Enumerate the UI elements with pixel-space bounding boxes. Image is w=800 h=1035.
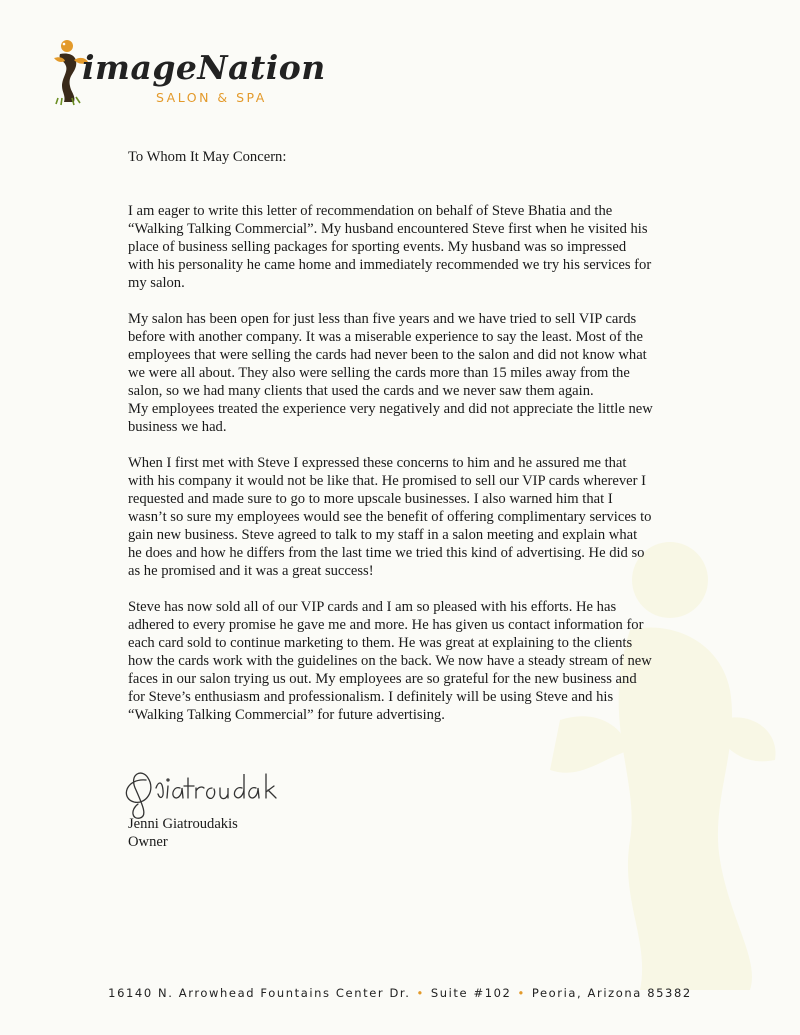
text-line: he does and how he differs from the last time we tried this kind of advertising. He did so	[128, 545, 645, 561]
footer-suite: Suite #102	[430, 986, 512, 1000]
text-line: employees that were selling the cards had never been to the salon and did not know what	[128, 347, 647, 363]
text-line: salon, so we had many clients that used the cards and we never saw them again.	[128, 383, 594, 399]
brand-name: imageNation	[82, 48, 326, 87]
brand-subtitle: SALON & SPA	[156, 90, 267, 105]
handwritten-signature	[116, 760, 326, 820]
footer-city: Peoria, Arizona 85382	[531, 986, 692, 1000]
separator-dot-icon: •	[416, 986, 425, 1000]
text-line: “Walking Talking Commercial”. My husband encountered Steve first when he visited his	[128, 221, 648, 237]
text-line: each card sold to continue marketing to them. He was great at explaining to the clients	[128, 635, 633, 651]
text-line: “Walking Talking Commercial” for future advertising.	[128, 707, 445, 723]
text-line: with his personality he came home and immediately recommended we try his services for	[128, 257, 652, 273]
paragraph-3	[128, 454, 728, 580]
brand-logo	[52, 38, 352, 118]
paragraph-4	[128, 598, 728, 724]
footer-address	[0, 986, 800, 1000]
paragraph-2	[128, 310, 728, 436]
text-line: my salon.	[128, 275, 185, 291]
text-line: Steve has now sold all of our VIP cards and I am so pleased with his efforts. He has	[128, 599, 617, 615]
text-line: how the cards work with the guidelines on the back. We now have a steady stream of new	[128, 653, 652, 669]
text-line: When I first met with Steve I expressed these concerns to him and he assured me that	[128, 455, 627, 471]
text-line: with his company it would not be like that. He promised to sell our VIP cards wherever I	[128, 473, 646, 489]
text-line: gain new business. Steve agreed to talk to my staff in a salon meeting and explain what	[128, 527, 638, 543]
salutation: To Whom It May Concern:	[128, 149, 287, 165]
text-line: for Steve’s enthusiasm and professionalism. I definitely will be using Steve and his	[128, 689, 614, 705]
text-line: before with another company. It was a miserable experience to say the least. Most of the	[128, 329, 643, 345]
text-line: requested and made sure to go to more upscale businesses. I also warned him that I	[128, 491, 613, 507]
text-line: business we had.	[128, 419, 227, 435]
letter-body	[128, 148, 728, 742]
text-line: I am eager to write this letter of recommendation on behalf of Steve Bhatia and the	[128, 203, 613, 219]
paragraph-1	[128, 202, 728, 292]
text-line: place of business selling packages for sporting events. My husband was so impressed	[128, 239, 627, 255]
text-line: adhered to every promise he gave me and more. He has given us contact information for	[128, 617, 644, 633]
text-line: My employees treated the experience very negatively and did not appreciate the little new	[128, 401, 653, 417]
text-line: faces in our salon trying us out. My employees are so grateful for the new business and	[128, 671, 637, 687]
footer-street: 16140 N. Arrowhead Fountains Center Dr.	[108, 986, 411, 1000]
text-line: My salon has been open for just less than five years and we have tried to sell VIP cards	[128, 311, 637, 327]
text-line: as he promised and it was a great success!	[128, 563, 374, 579]
text-line: wasn’t so sure my employees would see the benefit of offering complimentary services to	[128, 509, 652, 525]
text-line: we were all about. They also were selling the cards more than 15 miles away from the	[128, 365, 630, 381]
signer-title: Owner	[128, 834, 168, 850]
signer-name: Jenni Giatroudakis	[128, 816, 238, 832]
separator-dot-icon: •	[517, 986, 526, 1000]
